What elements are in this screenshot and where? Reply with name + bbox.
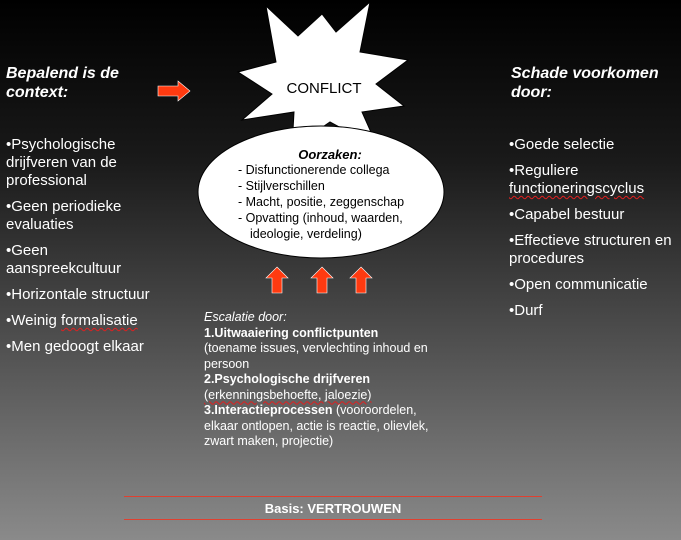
prevention-list [509, 136, 679, 328]
left-heading-line1: Bepalend is de [6, 65, 119, 82]
list-item: - Macht, positie, zeggenschap [238, 195, 405, 209]
escalation-item-3: 3.Interactieprocessen (vooroordelen, elkaar ontlopen, actie is reactie, olievlek, zwart maken, projectie) [204, 403, 429, 448]
list-item: - Disfunctionerende collega [238, 163, 390, 177]
list-item: •Reguliere functioneringscyclus [509, 162, 645, 197]
escalation-title: Escalatie door: [204, 310, 287, 324]
basis-top-line [124, 496, 542, 497]
list-item: •Geen aanspreekcultuur [6, 242, 122, 277]
list-item: - Stijlverschillen [238, 179, 325, 193]
spelling-underlined-word: functioneringscyclus [509, 180, 645, 197]
list-item: •Men gedoogt elkaar [6, 338, 144, 355]
left-heading-line2: context: [6, 84, 69, 101]
list-item: •Durf [509, 302, 543, 319]
list-item: •Capabel bestuur [509, 206, 625, 223]
list-item: - Opvatting (inhoud, waarden, [238, 211, 403, 225]
list-item: •Horizontale structuur [6, 286, 150, 303]
right-heading [511, 64, 676, 102]
right-heading-line1: Schade voorkomen [511, 65, 659, 82]
list-item: •Goede selectie [509, 136, 615, 153]
list-item: •Geen periodieke evaluaties [6, 198, 122, 233]
right-heading-line2: door: [511, 84, 552, 101]
list-item: •Weinig formalisatie [6, 312, 138, 329]
escalation-block [204, 310, 449, 450]
spelling-underlined-word: formalisatie [61, 312, 138, 329]
list-item: •Psychologische drijfveren van de professional [6, 136, 117, 189]
basis-bottom-line [124, 519, 542, 520]
right-arrow-icon [156, 80, 192, 102]
escalation-item-2: 2.Psychologische drijfveren (erkenningsbehoefte, jaloezie) [204, 372, 372, 402]
up-arrow-icon [349, 266, 373, 294]
up-arrow-icon [265, 266, 289, 294]
conflict-label: CONFLICT [286, 80, 362, 97]
left-heading [6, 64, 156, 102]
basis-label: Basis: VERTROUWEN [264, 501, 402, 516]
list-item: ideologie, verdeling) [250, 227, 362, 241]
causes-list [238, 162, 438, 242]
list-item: •Open communicatie [509, 276, 648, 293]
causes-title: Oorzaken: [298, 147, 362, 162]
list-item: •Effectieve structuren en procedures [509, 232, 672, 267]
up-arrow-icon [310, 266, 334, 294]
escalation-item-1: 1.Uitwaaiering conflictpunten (toename issues, vervlechting inhoud en persoon [204, 325, 428, 371]
context-list [6, 136, 166, 364]
